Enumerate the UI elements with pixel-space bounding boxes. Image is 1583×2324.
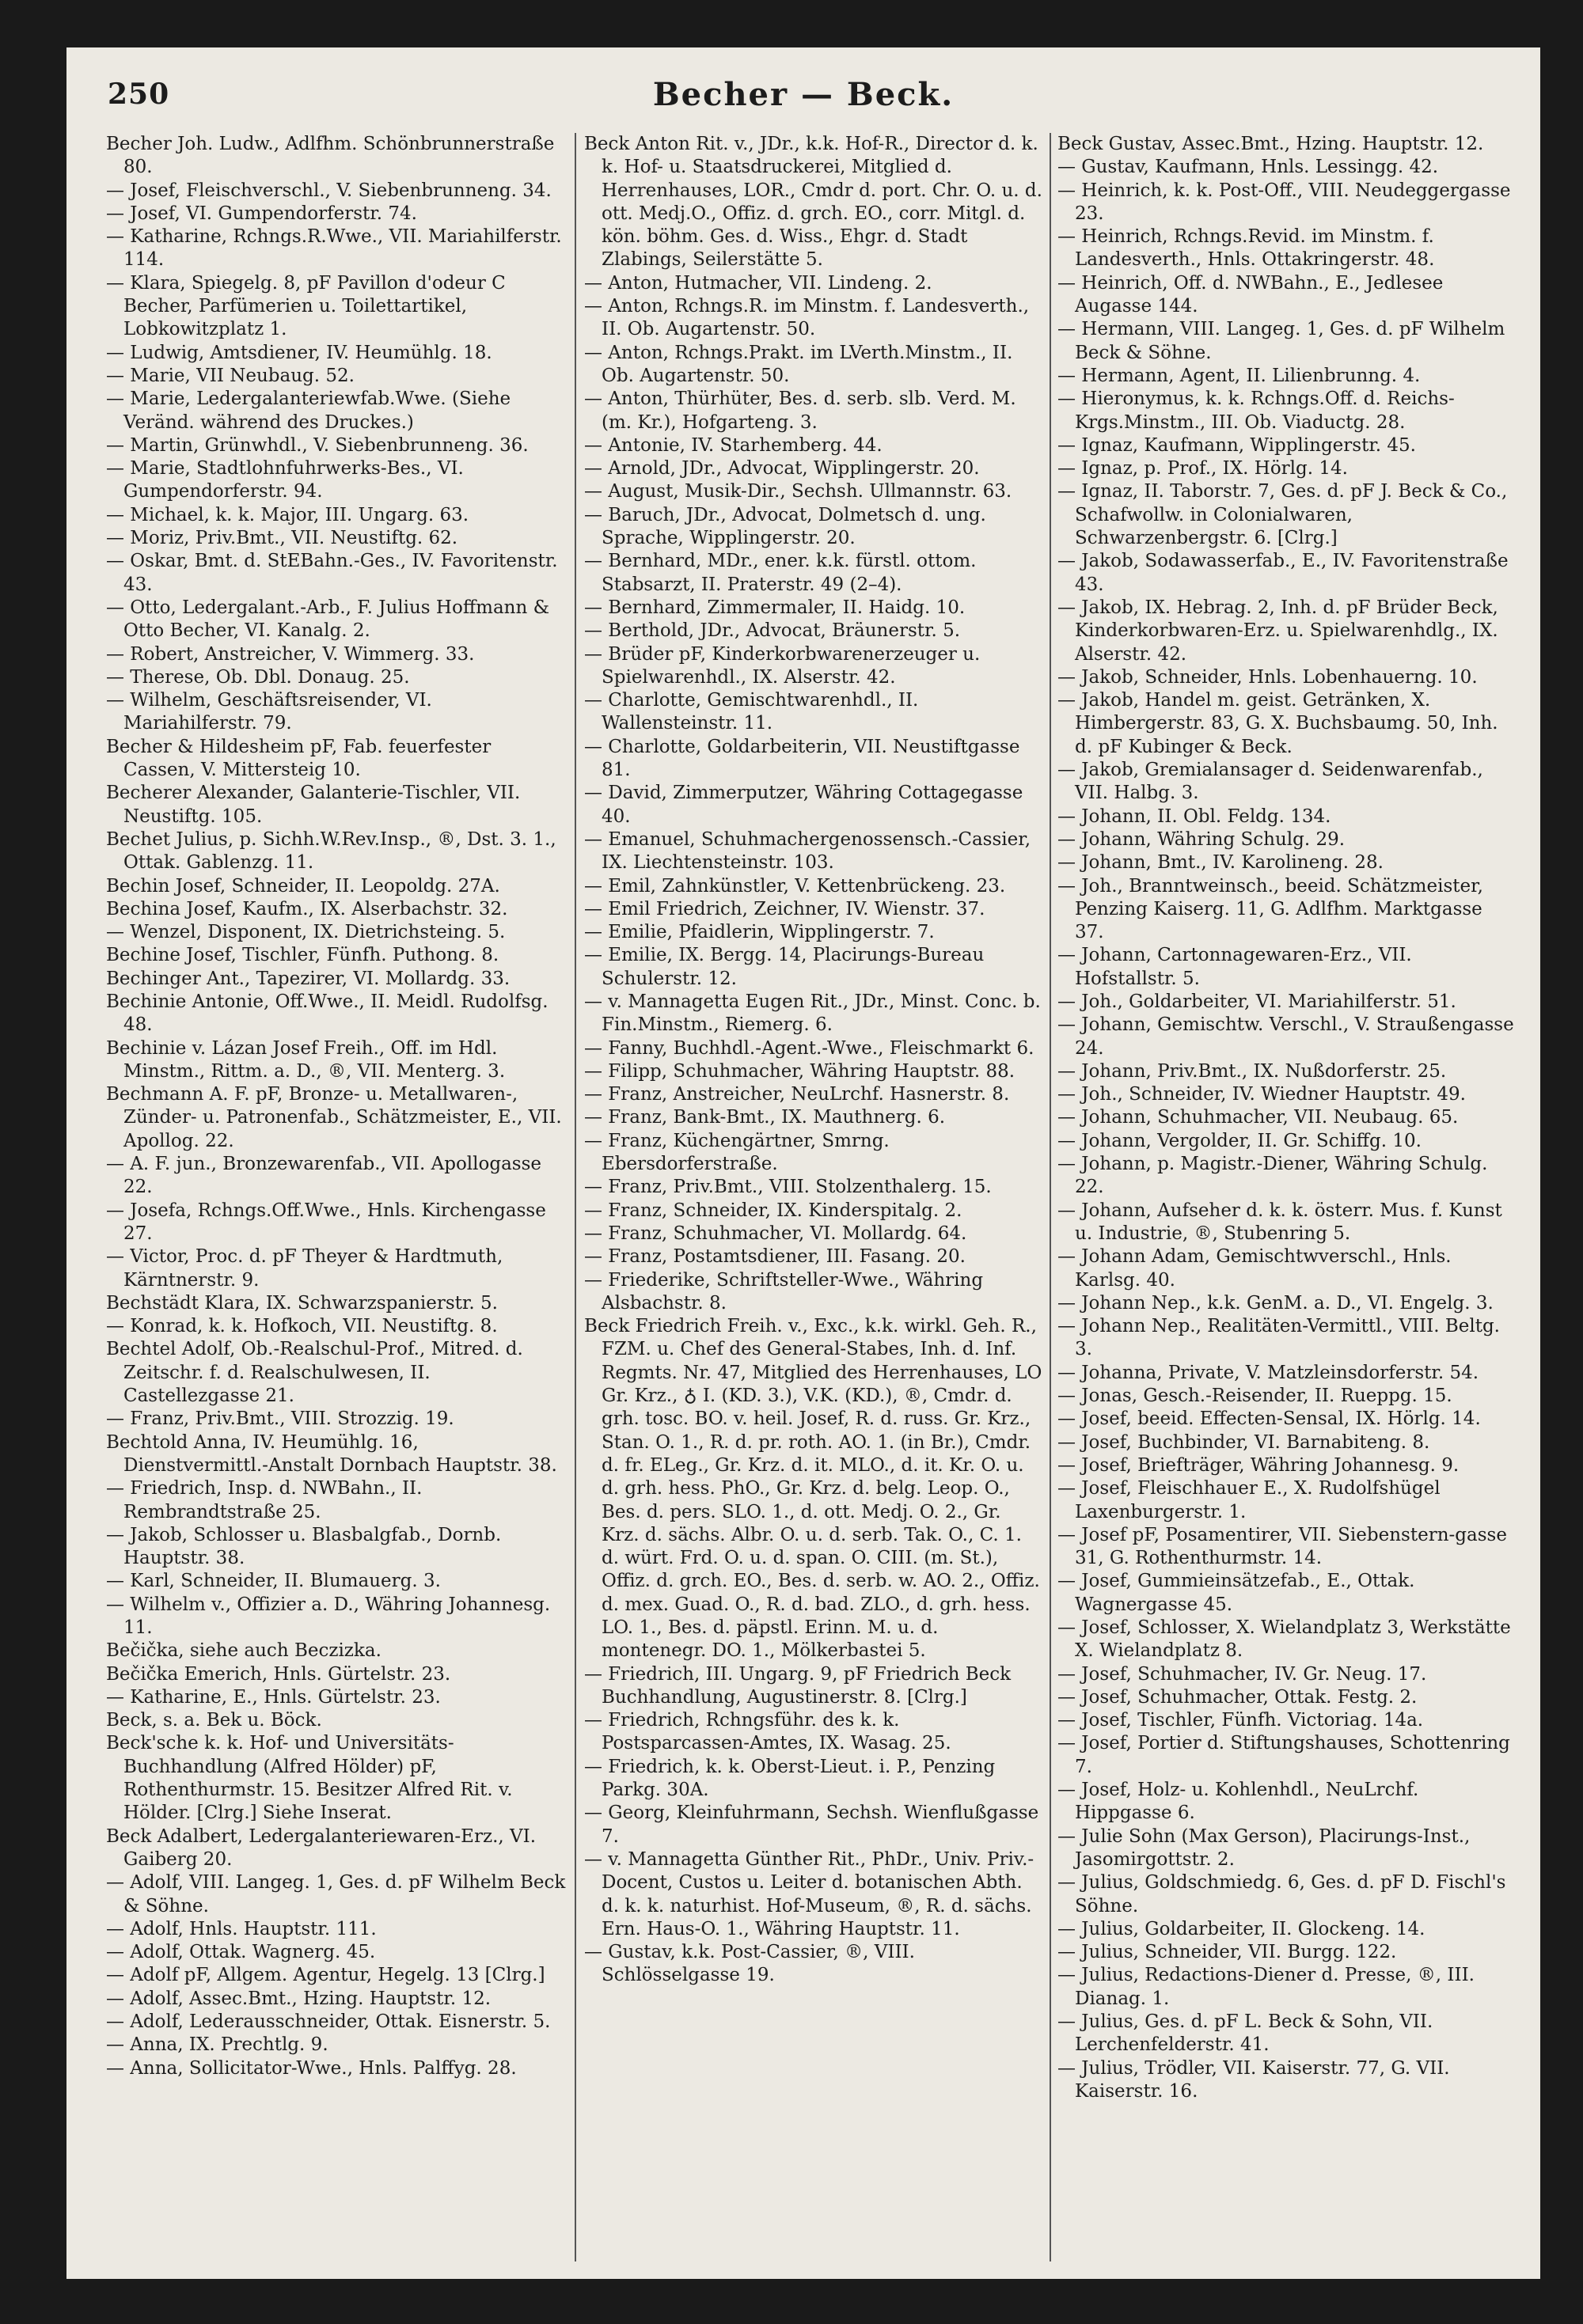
directory-entry: — Katharine, E., Hnls. Gürtelstr. 23. [106, 1686, 441, 1708]
directory-entry: — Berthold, JDr., Advocat, Bräunerstr. 5. [584, 620, 961, 642]
running-head: Becher — Beck. [652, 76, 955, 113]
directory-entry: Bechina Josef, Kaufm., IX. Alserbachstr. 32. [106, 898, 508, 919]
directory-entry: — Wilhelm, Geschäftsreisender, VI. Mariahilferstr. 79. [106, 690, 432, 734]
directory-page [66, 47, 1540, 2279]
directory-entry: — Ignaz, p. Prof., IX. Hörlg. 14. [1057, 458, 1348, 480]
directory-entry: — Heinrich, Rchngs.Revid. im Minstm. f. Landesverth., Hnls. Ottakringerstr. 48. [1057, 226, 1435, 271]
directory-entry: — Hieronymus, k. k. Rchngs.Off. d. Reichs-Krgs.Minstm., III. Ob. Viaductg. 28. [1057, 389, 1455, 433]
directory-entry: — Josef, Schuhmacher, Ottak. Festg. 2. [1057, 1686, 1418, 1708]
directory-entry: Bechstädt Klara, IX. Schwarzspanierstr. 5. [106, 1292, 498, 1314]
directory-entry: — Ludwig, Amtsdiener, IV. Heumühlg. 18. [106, 342, 492, 363]
directory-entry: — Adolf pF, Allgem. Agentur, Hegelg. 13 [Clrg.] [106, 1965, 545, 1986]
directory-entry: — Adolf, Ottak. Wagnerg. 45. [106, 1942, 376, 1963]
directory-entry: — Anton, Hutmacher, VII. Lindeng. 2. [584, 272, 932, 294]
directory-entry: — Marie, Stadtlohnfuhrwerks-Bes., VI. Gumpendorferstr. 94. [106, 458, 464, 502]
directory-entry: — Josefa, Rchngs.Off.Wwe., Hnls. Kirchengasse 27. [106, 1200, 546, 1244]
directory-entry: — Johann, Bmt., IV. Karolineng. 28. [1057, 852, 1384, 874]
directory-entry: — Gustav, Kaufmann, Hnls. Lessingg. 42. [1057, 157, 1439, 178]
directory-entry: — Johann, Priv.Bmt., IX. Nußdorferstr. 25. [1057, 1060, 1447, 1082]
directory-entry: Beck Gustav, Assec.Bmt., Hzing. Hauptstr. 12. [1057, 134, 1484, 154]
directory-entry: — Josef, Schuhmacher, IV. Gr. Neug. 17. [1057, 1663, 1427, 1685]
directory-entry: Beck, s. a. Bek u. Böck. [106, 1710, 322, 1731]
directory-entry: — Bernhard, Zimmermaler, II. Haidg. 10. [584, 597, 966, 618]
directory-entry: — Ignaz, II. Taborstr. 7, Ges. d. pF J. Beck & Co., Schafwollw. in Colonialwaren, Schwarzenbergstr. 6. [Clrg.] [1057, 481, 1508, 549]
directory-entry: — Emilie, Pfaidlerin, Wipplingerstr. 7. [584, 922, 935, 943]
directory-entry: Beck Friedrich Freih. v., Exc., k.k. wirkl. Geh. R., FZM. u. Chef des General-Stabes, Inh. d. Inf. Regmts. Nr. 47, Mitglied des Herrenhauses, LO Gr. Krz., ♁ I. (KD. 3.), V.K. (KD.), ®, Cmdr. d. grh. tosc. BO. v. heil. Josef, R. d. russ. Gr. Krz., Stan. O. 1., R. d. pr. roth. AO. 1. (in Br.), Cmdr. d. fr. ELeg., Gr. Krz. d. it. MLO., d. it. Kr. O. u. d. grh. hess. PhO., Gr. Krz. d. belg. Leop. O., Bes. d. pers. SLO. 1., d. ott. Medj. O. 2., Gr. Krz. d. sächs. Albr. O. u. d. serb. Tak. O., C. 1. d. würt. Frd. O. u. d. span. O. CIII. (m. St.), Offiz. d. grch. EO., Bes. d. serb. w. AO. 2., Offiz. d. mex. Guad. O., R. d. bad. ZLO., d. grh. hess. LO. 1., Bes. d. päpstl. Erinn. M. u. d. montenegr. DO. 1., Mölkerbastei 5. [584, 1316, 1042, 1662]
directory-entry: — Robert, Anstreicher, V. Wimmerg. 33. [106, 643, 475, 665]
directory-entry: — Otto, Ledergalant.-Arb., F. Julius Hoffmann & Otto Becher, VI. Kanalg. 2. [106, 597, 550, 642]
directory-entry: — Hermann, VIII. Langeg. 1, Ges. d. pF Wilhelm Beck & Söhne. [1057, 319, 1505, 363]
directory-entry: — Josef pF, Posamentirer, VII. Siebenstern-gasse 31, G. Rothenthurmstr. 14. [1057, 1524, 1507, 1569]
directory-entry: — Heinrich, Off. d. NWBahn., E., Jedlesee Augasse 144. [1057, 272, 1444, 317]
directory-entry: — Julius, Ges. d. pF L. Beck & Sohn, VII. Lerchenfelderstr. 41. [1057, 2011, 1433, 2056]
directory-entry: Bechtold Anna, IV. Heumühlg. 16, Dienstvermittl.-Anstalt Dornbach Hauptstr. 38. [106, 1431, 557, 1476]
directory-entry: — Joh., Schneider, IV. Wiedner Hauptstr. 49. [1057, 1084, 1466, 1105]
directory-entry: — Julius, Goldarbeiter, II. Glockeng. 14. [1057, 1918, 1425, 1939]
directory-entry: — Georg, Kleinfuhrmann, Sechsh. Wienflußgasse 7. [584, 1803, 1039, 1847]
directory-entry: — Martin, Grünwhdl., V. Siebenbrunneng. 36. [106, 434, 529, 456]
directory-entry: Becher Joh. Ludw., Adlfhm. Schönbrunnerstraße 80. [106, 134, 555, 178]
directory-entry: — Victor, Proc. d. pF Theyer & Hardtmuth, Kärntnerstr. 9. [106, 1246, 503, 1291]
directory-entry: — Oskar, Bmt. d. StEBahn.-Ges., IV. Favoritenstr. 43. [106, 551, 558, 595]
directory-entry: — Emilie, IX. Bergg. 14, Placirungs-Bureau Schulerstr. 12. [584, 945, 985, 989]
directory-entry: — Anton, Thürhüter, Bes. d. serb. slb. Verd. M. (m. Kr.), Hofgarteng. 3. [584, 389, 1016, 433]
column-3 [1057, 133, 1517, 2269]
directory-entry: Bečička Emerich, Hnls. Gürtelstr. 23. [106, 1663, 451, 1685]
directory-entry: — Josef, Buchbinder, VI. Barnabiteng. 8. [1057, 1431, 1430, 1453]
directory-entry: — Johann Adam, Gemischtwverschl., Hnls. Karlsg. 40. [1057, 1246, 1452, 1291]
directory-entry: — Adolf, Lederausschneider, Ottak. Eisnerstr. 5. [106, 2011, 551, 2033]
directory-entry: — Joh., Goldarbeiter, VI. Mariahilferstr. 51. [1057, 991, 1456, 1012]
directory-entry: — Jakob, Schneider, Hnls. Lobenhauerng. 10. [1057, 666, 1478, 688]
directory-entry: Bechin Josef, Schneider, II. Leopoldg. 27A. [106, 875, 500, 897]
directory-entry: — Anna, Sollicitator-Wwe., Hnls. Palffyg. 28. [106, 2057, 517, 2079]
directory-entry: — Franz, Postamtsdiener, III. Fasang. 20. [584, 1246, 966, 1268]
directory-entry: — Charlotte, Gemischtwarenhdl., II. Wallensteinstr. 11. [584, 690, 919, 734]
directory-entry: Bechine Josef, Tischler, Fünfh. Puthong. 8. [106, 945, 499, 966]
directory-entry: Bechinie Antonie, Off.Wwe., II. Meidl. Rudolfsg. 48. [106, 991, 549, 1036]
directory-entry: — Franz, Bank-Bmt., IX. Mauthnerg. 6. [584, 1107, 946, 1128]
column-2 [584, 133, 1043, 2269]
directory-entry: — Julius, Trödler, VII. Kaiserstr. 77, G. VII. Kaiserstr. 16. [1057, 2057, 1450, 2102]
directory-entry: — Anton, Rchngs.Prakt. im LVerth.Minstm., II. Ob. Augartenstr. 50. [584, 342, 1013, 386]
directory-entry: — Jakob, Handel m. geist. Getränken, X. Himbergerstr. 83, G. X. Buchsbaumg. 50, Inh. d. pF Kubinger & Beck. [1057, 690, 1498, 757]
directory-entry: — Wilhelm v., Offizier a. D., Währing Johannesg. 11. [106, 1594, 551, 1638]
directory-entry: — David, Zimmerputzer, Währing Cottagegasse 40. [584, 783, 1023, 827]
directory-entry: — Emil, Zahnkünstler, V. Kettenbrückeng. 23. [584, 875, 1006, 897]
directory-entry: — Johann, Vergolder, II. Gr. Schiffg. 10. [1057, 1130, 1422, 1151]
column-divider [575, 133, 576, 2261]
directory-entry: — Filipp, Schuhmacher, Währing Hauptstr. 88. [584, 1060, 1015, 1082]
directory-entry: Bečička, siehe auch Beczizka. [106, 1640, 382, 1662]
directory-entry: — Josef, Tischler, Fünfh. Victoriag. 14a. [1057, 1710, 1424, 1731]
directory-entry: — August, Musik-Dir., Sechsh. Ullmannstr. 63. [584, 481, 1012, 502]
directory-entry: Bechinger Ant., Tapezirer, VI. Mollardg. 33. [106, 968, 511, 989]
directory-entry: — Karl, Schneider, II. Blumauerg. 3. [106, 1571, 441, 1592]
directory-entry: Bechmann A. F. pF, Bronze- u. Metallwaren-, Zünder- u. Patronenfab., Schätzmeister, E., VII. Apollog. 22. [106, 1084, 562, 1151]
directory-entry: — Anton, Rchngs.R. im Minstm. f. Landesverth., II. Ob. Augartenstr. 50. [584, 296, 1030, 340]
directory-entry: — Franz, Küchengärtner, Smrng. Ebersdorferstraße. [584, 1130, 890, 1175]
directory-entry: — Josef, beeid. Effecten-Sensal, IX. Hörlg. 14. [1057, 1408, 1481, 1430]
directory-entry: — Friedrich, III. Ungarg. 9, pF Friedrich Beck Buchhandlung, Augustinerstr. 8. [Clrg.] [584, 1663, 1012, 1708]
directory-entry: — Franz, Priv.Bmt., VIII. Stolzenthalerg. 15. [584, 1177, 992, 1198]
directory-entry: — Josef, VI. Gumpendorferstr. 74. [106, 203, 417, 224]
directory-entry: — Moriz, Priv.Bmt., VII. Neustiftg. 62. [106, 528, 458, 549]
directory-entry: — Franz, Anstreicher, NeuLrchf. Hasnerstr. 8. [584, 1084, 1010, 1105]
directory-entry: — Heinrich, k. k. Post-Off., VIII. Neudeggergasse 23. [1057, 180, 1511, 224]
page-number: 250 [108, 78, 170, 111]
directory-entry: Bechinie v. Lázan Josef Freih., Off. im Hdl. Minstm., Rittm. a. D., ®, VII. Menterg. 3. [106, 1037, 506, 1082]
directory-entry: — Julius, Goldschmiedg. 6, Ges. d. pF D. Fischl's Söhne. [1057, 1872, 1506, 1916]
directory-entry: — Johann, Gemischtw. Verschl., V. Straußengasse 24. [1057, 1014, 1514, 1059]
directory-entry: — Johann, Schuhmacher, VII. Neubaug. 65. [1057, 1107, 1459, 1128]
directory-entry: — Ignaz, Kaufmann, Wipplingerstr. 45. [1057, 434, 1416, 456]
directory-entry: Beck Anton Rit. v., JDr., k.k. Hof-R., Director d. k. k. Hof- u. Staatsdruckerei, Mitglied d. Herrenhauses, LOR., Cmdr d. port. Chr. O. u. d. ott. Medj.O., Offiz. d. grch. EO., corr. Mitgl. d. kön. böhm. Ges. d. Wiss., Ehgr. d. Stadt Zlabings, Seilerstätte 5. [584, 134, 1042, 271]
directory-entry: — Johann, p. Magistr.-Diener, Währing Schulg. 22. [1057, 1154, 1488, 1198]
directory-entry: — Johann, Aufseher d. k. k. österr. Mus. f. Kunst u. Industrie, ®, Stubenring 5. [1057, 1200, 1502, 1244]
directory-entry: — Jakob, Sodawasserfab., E., IV. Favoritenstraße 43. [1057, 551, 1509, 595]
directory-entry: — Therese, Ob. Dbl. Donaug. 25. [106, 666, 410, 688]
directory-entry: — Hermann, Agent, II. Lilienbrunng. 4. [1057, 365, 1421, 386]
directory-entry: Becherer Alexander, Galanterie-Tischler, VII. Neustiftg. 105. [106, 783, 521, 827]
directory-entry: — Konrad, k. k. Hofkoch, VII. Neustiftg. 8. [106, 1316, 498, 1337]
directory-entry: — Antonie, IV. Starhemberg. 44. [584, 434, 883, 456]
directory-entry: — Joh., Branntweinsch., beeid. Schätzmeister, Penzing Kaiserg. 11, G. Adlfhm. Marktgasse 37. [1057, 875, 1483, 943]
directory-entry: — Johann, Währing Schulg. 29. [1057, 828, 1346, 850]
directory-entry: — Johanna, Private, V. Matzleinsdorferstr. 54. [1057, 1362, 1479, 1383]
directory-entry: Beck'sche k. k. Hof- und Universitäts-Buchhandlung (Alfred Hölder) pF, Rothenthurmstr. 15. Besitzer Alfred Rit. v. Hölder. [Clrg.] Siehe Inserat. [106, 1733, 513, 1824]
directory-entry: — Julius, Schneider, VII. Burgg. 122. [1057, 1942, 1397, 1963]
directory-entry: — Anna, IX. Prechtlg. 9. [106, 2034, 328, 2056]
directory-entry: — Josef, Gummieinsätzefab., E., Ottak. Wagnergasse 45. [1057, 1571, 1415, 1615]
directory-entry: — Josef, Portier d. Stiftungshauses, Schottenring 7. [1057, 1733, 1510, 1777]
directory-entry: — Emil Friedrich, Zeichner, IV. Wienstr. 37. [584, 898, 985, 919]
directory-entry: — v. Mannagetta Eugen Rit., JDr., Minst. Conc. b. Fin.Minstm., Riemerg. 6. [584, 991, 1041, 1036]
directory-entry: — Josef, Briefträger, Währing Johannesg. 9. [1057, 1454, 1460, 1476]
directory-entry: — Emanuel, Schuhmachergenossensch.-Cassier, IX. Liechtensteinstr. 103. [584, 828, 1031, 874]
directory-entry: — Marie, Ledergalanteriewfab.Wwe. (Siehe Veränd. während des Druckes.) [106, 389, 511, 433]
directory-entry: — Gustav, k.k. Post-Cassier, ®, VIII. Schlösselgasse 19. [584, 1942, 915, 1986]
directory-entry: — Michael, k. k. Major, III. Ungarg. 63. [106, 504, 469, 525]
directory-entry: — Josef, Fleischverschl., V. Siebenbrunneng. 34. [106, 180, 552, 201]
directory-entry: — Josef, Holz- u. Kohlenhdl., NeuLrchf. Hippgasse 6. [1057, 1780, 1419, 1824]
directory-entry: — Johann Nep., Realitäten-Vermittl., VIII. Beltg. 3. [1057, 1316, 1500, 1360]
directory-entry: — Friedrich, Rchngsführ. des k. k. Postsparcassen-Amtes, IX. Wasag. 25. [584, 1710, 951, 1754]
directory-entry: Becher & Hildesheim pF, Fab. feuerfester Cassen, V. Mittersteig 10. [106, 736, 492, 781]
directory-entry: — Jakob, Schlosser u. Blasbalgfab., Dornb. Hauptstr. 38. [106, 1524, 502, 1569]
directory-entry: — Arnold, JDr., Advocat, Wipplingerstr. 20. [584, 458, 980, 480]
directory-entry: — Wenzel, Disponent, IX. Dietrichsteing. 5. [106, 922, 506, 943]
directory-entry: — Charlotte, Goldarbeiterin, VII. Neustiftgasse 81. [584, 736, 1020, 781]
directory-entry: — Johann, Cartonnagewaren-Erz., VII. Hofstallstr. 5. [1057, 945, 1412, 989]
directory-entry: — Franz, Schneider, IX. Kinderspitalg. 2. [584, 1200, 962, 1221]
directory-entry: Beck Adalbert, Ledergalanteriewaren-Erz., VI. Gaiberg 20. [106, 1825, 537, 1870]
directory-entry: — Brüder pF, Kinderkorbwarenerzeuger u. Spielwarenhdl., IX. Alserstr. 42. [584, 643, 981, 688]
directory-entry: — Adolf, VIII. Langeg. 1, Ges. d. pF Wilhelm Beck & Söhne. [106, 1872, 566, 1916]
directory-entry: — Julius, Redactions-Diener d. Presse, ®, III. Dianag. 1. [1057, 1965, 1475, 2009]
column-1 [106, 133, 568, 2269]
directory-entry: — Josef, Schlosser, X. Wielandplatz 3, Werkstätte X. Wielandplatz 8. [1057, 1617, 1511, 1662]
directory-entry: — Friedrich, Insp. d. NWBahn., II. Rembrandtstraße 25. [106, 1478, 423, 1522]
directory-entry: — Franz, Schuhmacher, VI. Mollardg. 64. [584, 1223, 967, 1244]
directory-entry: — Friedrich, k. k. Oberst-Lieut. i. P., Penzing Parkg. 30A. [584, 1756, 996, 1801]
column-divider [1050, 133, 1051, 2261]
directory-entry: — Franz, Priv.Bmt., VIII. Strozzig. 19. [106, 1408, 454, 1430]
directory-entry: — Marie, VII Neubaug. 52. [106, 365, 355, 386]
directory-entry: — Jakob, IX. Hebrag. 2, Inh. d. pF Brüder Beck, Kinderkorbwaren-Erz. u. Spielwarenhdlg., IX. Alserstr. 42. [1057, 597, 1498, 665]
directory-entry: — Katharine, Rchngs.R.Wwe., VII. Mariahilferstr. 114. [106, 226, 562, 271]
directory-entry: — A. F. jun., Bronzewarenfab., VII. Apollogasse 22. [106, 1154, 542, 1198]
directory-entry: — Adolf, Assec.Bmt., Hzing. Hauptstr. 12. [106, 1988, 492, 2009]
directory-entry: — Baruch, JDr., Advocat, Dolmetsch d. ung. Sprache, Wipplingerstr. 20. [584, 504, 986, 549]
directory-entry: — Jonas, Gesch.-Reisender, II. Rueppg. 15. [1057, 1386, 1452, 1407]
directory-entry: — Johann Nep., k.k. GenM. a. D., VI. Engelg. 3. [1057, 1292, 1494, 1314]
directory-entry: — v. Mannagetta Günther Rit., PhDr., Univ. Priv.-Docent, Custos u. Leiter d. botanischen Abth. d. k. k. naturhist. Hof-Museum, ®, R. d. sächs. Ern. Haus-O. 1., Währing Hauptstr. 11. [584, 1848, 1034, 1939]
directory-entry: — Klara, Spiegelg. 8, pF Pavillon d'odeur C Becher, Parfümerien u. Toilettartikel, Lobkowitzplatz 1. [106, 272, 506, 340]
directory-entry: — Friederike, Schriftsteller-Wwe., Währing Alsbachstr. 8. [584, 1269, 984, 1314]
directory-entry: — Fanny, Buchhdl.-Agent.-Wwe., Fleischmarkt 6. [584, 1037, 1034, 1059]
directory-entry: — Julie Sohn (Max Gerson), Placirungs-Inst., Jasomirgottstr. 2. [1057, 1825, 1471, 1870]
directory-entry: — Jakob, Gremialansager d. Seidenwarenfab., VII. Halbg. 3. [1057, 760, 1483, 804]
directory-entry: Bechet Julius, p. Sichh.W.Rev.Insp., ®, Dst. 3. 1., Ottak. Gablenzg. 11. [106, 828, 556, 874]
directory-entry: — Josef, Fleischhauer E., X. Rudolfshügel Laxenburgerstr. 1. [1057, 1478, 1441, 1522]
directory-entry: — Johann, II. Obl. Feldg. 134. [1057, 806, 1331, 827]
directory-entry: Bechtel Adolf, Ob.-Realschul-Prof., Mitred. d. Zeitschr. f. d. Realschulwesen, II. Castellezgasse 21. [106, 1339, 523, 1407]
directory-entry: — Adolf, Hnls. Hauptstr. 111. [106, 1918, 377, 1939]
directory-entry: — Bernhard, MDr., ener. k.k. fürstl. ottom. Stabsarzt, II. Praterstr. 49 (2–4). [584, 551, 977, 595]
